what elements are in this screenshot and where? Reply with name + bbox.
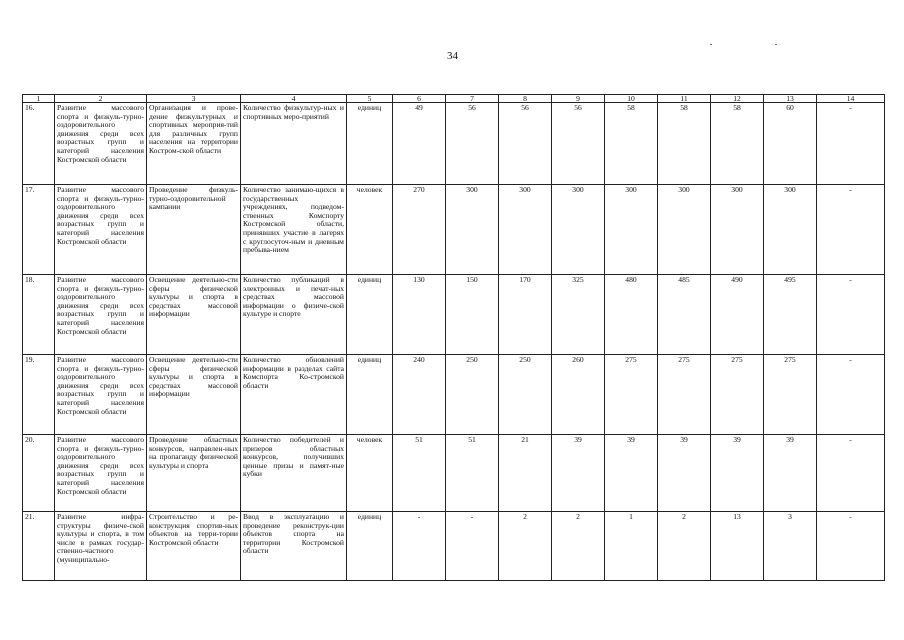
value-cell-col-7: 56 bbox=[446, 103, 499, 185]
indicator-cell: Количество публикаций в электронных и печат-ных средствах массовой информации о физиче-ской культуре и спорте bbox=[241, 275, 347, 355]
column-number-3: 3 bbox=[147, 95, 241, 103]
column-number-4: 4 bbox=[241, 95, 347, 103]
activity-cell: Проведение физкуль-турно-оздоровительной кампании bbox=[147, 185, 241, 275]
value-cell-col-10: 300 bbox=[605, 185, 658, 275]
value-cell-col-6: 51 bbox=[393, 435, 446, 512]
value-cell-col-14: - bbox=[817, 275, 885, 355]
column-number-13: 13 bbox=[764, 95, 817, 103]
value-cell-col-14: - bbox=[817, 185, 885, 275]
row-number-cell: 21. bbox=[23, 512, 55, 581]
unit-cell: единиц bbox=[347, 355, 393, 435]
value-cell-col-12: 39 bbox=[711, 435, 764, 512]
value-cell-col-14: - bbox=[817, 355, 885, 435]
direction-cell: Развитие массового спорта и физкуль-турно-оздоровительного движения среди всех возрастных групп и категорий населения Костромской области bbox=[55, 355, 147, 435]
value-cell-col-13: 39 bbox=[764, 435, 817, 512]
value-cell-col-6: 270 bbox=[393, 185, 446, 275]
value-cell-col-8: 56 bbox=[499, 103, 552, 185]
value-cell-col-8: 300 bbox=[499, 185, 552, 275]
column-number-7: 7 bbox=[446, 95, 499, 103]
value-cell-col-7: 150 bbox=[446, 275, 499, 355]
column-number-5: 5 bbox=[347, 95, 393, 103]
value-cell-col-7: 51 bbox=[446, 435, 499, 512]
activity-cell: Освещение деятельно-сти сферы физической культуры и спорта в средствах массовой информации bbox=[147, 275, 241, 355]
value-cell-col-14: - bbox=[817, 512, 885, 581]
indicators-table bbox=[22, 94, 885, 581]
value-cell-col-9: 39 bbox=[552, 435, 605, 512]
value-cell-col-12: 58 bbox=[711, 103, 764, 185]
page-number: 34 bbox=[447, 50, 458, 62]
value-cell-col-7: 300 bbox=[446, 185, 499, 275]
direction-cell: Развитие массового спорта и физкуль-турно-оздоровительного движения среди всех возрастных групп и категорий населения Костромской области bbox=[55, 103, 147, 185]
value-cell-col-9: 56 bbox=[552, 103, 605, 185]
value-cell-col-10: 58 bbox=[605, 103, 658, 185]
value-cell-col-11: 58 bbox=[658, 103, 711, 185]
value-cell-col-8: 2 bbox=[499, 512, 552, 581]
value-cell-col-6: 49 bbox=[393, 103, 446, 185]
value-cell-col-11: 300 bbox=[658, 185, 711, 275]
row-number-cell: 17. bbox=[23, 185, 55, 275]
column-number-11: 11 bbox=[658, 95, 711, 103]
table-row bbox=[23, 355, 885, 435]
value-cell-col-11: 2 bbox=[658, 512, 711, 581]
row-number-cell: 20. bbox=[23, 435, 55, 512]
indicator-cell: Количество обновлений информации в разделах сайта Комспорта Ко-стромской области bbox=[241, 355, 347, 435]
value-cell-col-10: 480 bbox=[605, 275, 658, 355]
value-cell-col-9: 300 bbox=[552, 185, 605, 275]
value-cell-col-12: 300 bbox=[711, 185, 764, 275]
direction-cell: Развитие массового спорта и физкуль-турно-оздоровительного движения среди всех возрастных групп и категорий населения Костромской области bbox=[55, 275, 147, 355]
value-cell-col-13: 3 bbox=[764, 512, 817, 581]
indicator-cell: Ввод в эксплуатацию и проведение реконструк-ции объектов спорта на территории Костромской области bbox=[241, 512, 347, 581]
table-row bbox=[23, 275, 885, 355]
indicator-cell: Количество занимаю-щихся в государственных учреждениях, подведом-ственных Комспорту Костромской области, принявших участие в лагерях с круглосуточ-ным и дневным пребыва-нием bbox=[241, 185, 347, 275]
column-number-12: 12 bbox=[711, 95, 764, 103]
table-body bbox=[23, 103, 885, 581]
table-row bbox=[23, 103, 885, 185]
value-cell-col-9: 2 bbox=[552, 512, 605, 581]
value-cell-col-7: - bbox=[446, 512, 499, 581]
table-row bbox=[23, 512, 885, 581]
value-cell-col-10: 39 bbox=[605, 435, 658, 512]
value-cell-col-9: 325 bbox=[552, 275, 605, 355]
value-cell-col-11: 275 bbox=[658, 355, 711, 435]
value-cell-col-11: 485 bbox=[658, 275, 711, 355]
activity-cell: Строительство и ре-конструкция спортив-ных объектов на терри-тории Костромской области bbox=[147, 512, 241, 581]
value-cell-col-8: 250 bbox=[499, 355, 552, 435]
value-cell-col-8: 21 bbox=[499, 435, 552, 512]
row-number-cell: 19. bbox=[23, 355, 55, 435]
indicator-cell: Количество победителей и призеров областных конкурсов, получивших ценные призы и памят-ные кубки bbox=[241, 435, 347, 512]
value-cell-col-14: - bbox=[817, 103, 885, 185]
value-cell-col-13: 495 bbox=[764, 275, 817, 355]
value-cell-col-7: 250 bbox=[446, 355, 499, 435]
column-number-6: 6 bbox=[393, 95, 446, 103]
value-cell-col-11: 39 bbox=[658, 435, 711, 512]
value-cell-col-13: 300 bbox=[764, 185, 817, 275]
table-row bbox=[23, 185, 885, 275]
activity-cell: Организация и прове-дение физкультурных и спортивных мероприя-тий для различных групп населения на территории Костром-ской области bbox=[147, 103, 241, 185]
direction-cell: Развитие инфра-структуры физиче-ской культуры и спорта, в том числе в рамках государ-ственно-частного (муниципально- bbox=[55, 512, 147, 581]
row-number-cell: 16. bbox=[23, 103, 55, 185]
column-numbers-header bbox=[23, 95, 885, 103]
value-cell-col-13: 60 bbox=[764, 103, 817, 185]
unit-cell: единиц bbox=[347, 512, 393, 581]
value-cell-col-10: 275 bbox=[605, 355, 658, 435]
value-cell-col-12: 275 bbox=[711, 355, 764, 435]
column-number-1: 1 bbox=[23, 95, 55, 103]
unit-cell: человек bbox=[347, 435, 393, 512]
column-number-10: 10 bbox=[605, 95, 658, 103]
value-cell-col-8: 170 bbox=[499, 275, 552, 355]
column-number-8: 8 bbox=[499, 95, 552, 103]
value-cell-col-10: 1 bbox=[605, 512, 658, 581]
value-cell-col-6: 130 bbox=[393, 275, 446, 355]
unit-cell: единиц bbox=[347, 275, 393, 355]
activity-cell: Проведение областных конкурсов, направлен-ных на пропаганду физической культуры и спорта bbox=[147, 435, 241, 512]
row-number-cell: 18. bbox=[23, 275, 55, 355]
value-cell-col-12: 490 bbox=[711, 275, 764, 355]
value-cell-col-14: - bbox=[817, 435, 885, 512]
direction-cell: Развитие массового спорта и физкуль-турно-оздоровительного движения среди всех возрастных групп и категорий населения Костромской области bbox=[55, 185, 147, 275]
table-row bbox=[23, 435, 885, 512]
activity-cell: Освещение деятельно-сти сферы физической культуры и спорта в средствах массовой информации bbox=[147, 355, 241, 435]
indicator-cell: Количество физкультур-ных и спортивных меро-приятий bbox=[241, 103, 347, 185]
column-number-14: 14 bbox=[817, 95, 885, 103]
value-cell-col-6: - bbox=[393, 512, 446, 581]
unit-cell: единиц bbox=[347, 103, 393, 185]
value-cell-col-9: 260 bbox=[552, 355, 605, 435]
unit-cell: человек bbox=[347, 185, 393, 275]
value-cell-col-12: 13 bbox=[711, 512, 764, 581]
direction-cell: Развитие массового спорта и физкуль-турно-оздоровительного движения среди всех возрастных групп и категорий населения Костромской области bbox=[55, 435, 147, 512]
column-number-2: 2 bbox=[55, 95, 147, 103]
value-cell-col-13: 275 bbox=[764, 355, 817, 435]
column-number-9: 9 bbox=[552, 95, 605, 103]
value-cell-col-6: 240 bbox=[393, 355, 446, 435]
